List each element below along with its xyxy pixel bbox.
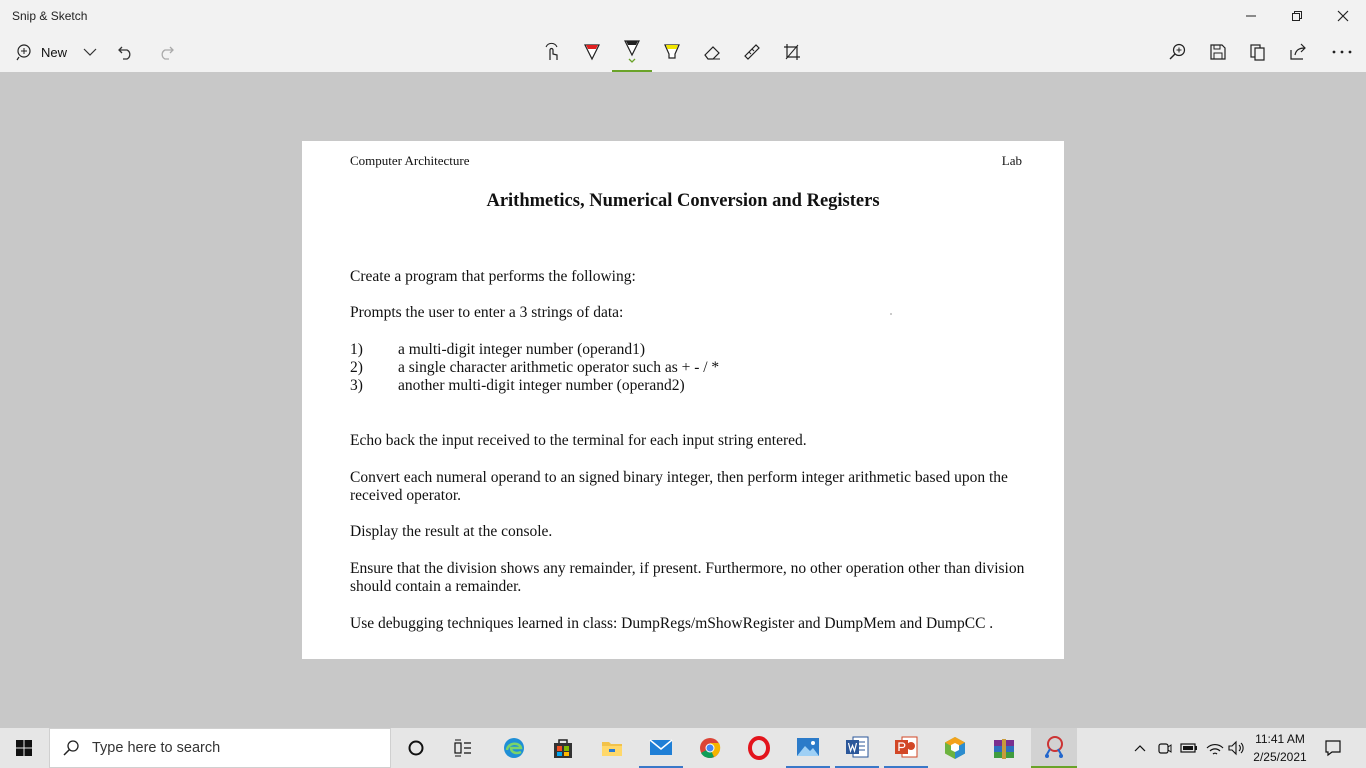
list-item-number: 1) (350, 341, 363, 358)
eraser-icon (702, 43, 722, 61)
share-button[interactable] (1282, 32, 1314, 72)
share-icon (1289, 43, 1307, 61)
copy-button[interactable] (1242, 32, 1274, 72)
close-button[interactable] (1320, 0, 1366, 32)
show-hidden-icons-button[interactable] (1130, 728, 1150, 768)
save-icon (1209, 43, 1227, 61)
highlighter-icon (663, 42, 681, 62)
winrar-icon (992, 737, 1016, 759)
touch-writing-icon (542, 42, 562, 62)
edge-browser-icon (502, 736, 526, 760)
taskbar-mail[interactable] (639, 728, 683, 768)
taskbar-file-explorer[interactable] (590, 728, 634, 768)
title-bar (0, 0, 1366, 32)
list-item (350, 377, 685, 395)
zoom-in-icon (1169, 43, 1187, 61)
clock-date: 2/25/2021 (1253, 750, 1307, 764)
copy-icon (1249, 43, 1267, 61)
restore-button[interactable] (1274, 0, 1320, 32)
taskbar-opera[interactable] (737, 728, 781, 768)
store-icon (552, 737, 574, 759)
close-icon (1337, 10, 1349, 22)
snip-sketch-icon (1043, 735, 1065, 759)
redo-button[interactable] (152, 32, 180, 72)
taskbar-photos[interactable] (786, 728, 830, 768)
minimize-icon (1245, 10, 1257, 22)
toolbar (0, 32, 1366, 72)
crop-icon (783, 43, 801, 61)
powerpoint-icon (894, 736, 918, 758)
taskbar-search-box[interactable] (49, 728, 391, 768)
taskbar-powerpoint[interactable] (884, 728, 928, 768)
echo-paragraph: Echo back the input received to the terminal for each input string entered. (350, 432, 807, 449)
document-header-course: Computer Architecture (350, 153, 470, 168)
taskbar-snip-sketch[interactable] (1031, 728, 1077, 768)
hexagon-app-icon (944, 736, 966, 760)
taskbar-app-hexagon[interactable] (933, 728, 977, 768)
notification-icon (1324, 739, 1342, 757)
clock-time: 11:41 AM (1255, 732, 1305, 746)
cortana-icon (407, 739, 425, 757)
ballpoint-pen-button[interactable] (576, 32, 608, 72)
document-title: Arithmetics, Numerical Conversion and Registers (486, 191, 880, 211)
ruler-icon (742, 42, 762, 62)
taskbar-winrar[interactable] (982, 728, 1026, 768)
new-button[interactable] (12, 32, 70, 72)
display-paragraph: Display the result at the console. (350, 523, 553, 540)
touch-writing-button[interactable] (536, 32, 568, 72)
task-view-button[interactable] (443, 728, 483, 768)
notifications-button[interactable] (1316, 728, 1350, 768)
new-label: New (40, 44, 67, 60)
taskbar-word[interactable] (835, 728, 879, 768)
chevron-down-icon (83, 47, 97, 57)
eraser-button[interactable] (696, 32, 728, 72)
search-icon (62, 739, 80, 757)
minimize-button[interactable] (1228, 0, 1274, 32)
network-button[interactable] (1204, 728, 1226, 768)
new-dropdown-button[interactable] (78, 32, 102, 72)
taskbar-chrome[interactable] (688, 728, 732, 768)
wifi-icon (1206, 740, 1224, 756)
windows-logo-icon (15, 739, 33, 757)
mail-icon (649, 738, 673, 756)
more-icon (1331, 49, 1353, 55)
taskbar (0, 728, 1366, 768)
save-button[interactable] (1202, 32, 1234, 72)
undo-button[interactable] (112, 32, 140, 72)
opera-icon (748, 736, 770, 760)
battery-button[interactable] (1178, 728, 1200, 768)
chrome-icon (699, 737, 721, 759)
list-item-number: 2) (350, 359, 363, 376)
crop-button[interactable] (776, 32, 808, 72)
taskbar-edge[interactable] (492, 728, 536, 768)
photos-icon (796, 737, 820, 757)
task-view-icon (453, 739, 473, 757)
restore-icon (1291, 10, 1303, 22)
meet-now-button[interactable] (1154, 728, 1174, 768)
prompt-paragraph: Prompts the user to enter a 3 strings of data: (350, 304, 624, 321)
ensure-paragraph: Ensure that the division shows any remainder, if present. Furthermore, no other operation other than division should contain a remainder. (350, 560, 1025, 595)
list-item-text: a single character arithmetic operator such as + - / * (398, 359, 720, 376)
intro-paragraph: Create a program that performs the following: (350, 268, 636, 285)
undo-icon (117, 43, 135, 61)
taskbar-clock[interactable] (1251, 730, 1309, 766)
chevron-up-icon (1134, 744, 1146, 752)
list-item (350, 359, 719, 377)
list-item-number: 3) (350, 377, 363, 394)
stray-dot (890, 313, 892, 315)
ballpoint-pen-icon (583, 42, 601, 62)
taskbar-store[interactable] (541, 728, 585, 768)
redo-icon (157, 43, 175, 61)
debug-paragraph: Use debugging techniques learned in class: DumpRegs/mShowRegister and DumpMem and DumpCC . (350, 615, 994, 632)
cortana-button[interactable] (396, 728, 436, 768)
pencil-icon (623, 38, 641, 64)
list-item-text: another multi-digit integer number (operand2) (398, 377, 685, 394)
ruler-button[interactable] (736, 32, 768, 72)
new-snip-icon (15, 43, 33, 61)
zoom-button[interactable] (1162, 32, 1194, 72)
app-title: Snip & Sketch (12, 9, 88, 23)
start-button[interactable] (0, 728, 48, 768)
screenshot-document (302, 141, 1064, 659)
pencil-button[interactable] (612, 32, 652, 72)
more-options-button[interactable] (1322, 32, 1362, 72)
search-placeholder: Type here to search (92, 740, 221, 756)
meet-now-icon (1156, 740, 1172, 756)
highlighter-button[interactable] (656, 32, 688, 72)
volume-button[interactable] (1226, 728, 1248, 768)
word-icon (845, 736, 869, 758)
battery-icon (1180, 742, 1198, 754)
list-item-text: a multi-digit integer number (operand1) (398, 341, 646, 358)
volume-icon (1227, 740, 1247, 756)
document-header-lab: Lab (1001, 153, 1022, 168)
list-item (350, 341, 645, 359)
convert-paragraph: Convert each numeral operand to an signed binary integer, then perform integer arithmetic based upon the received operator. (350, 469, 1008, 504)
folder-icon (600, 738, 624, 758)
